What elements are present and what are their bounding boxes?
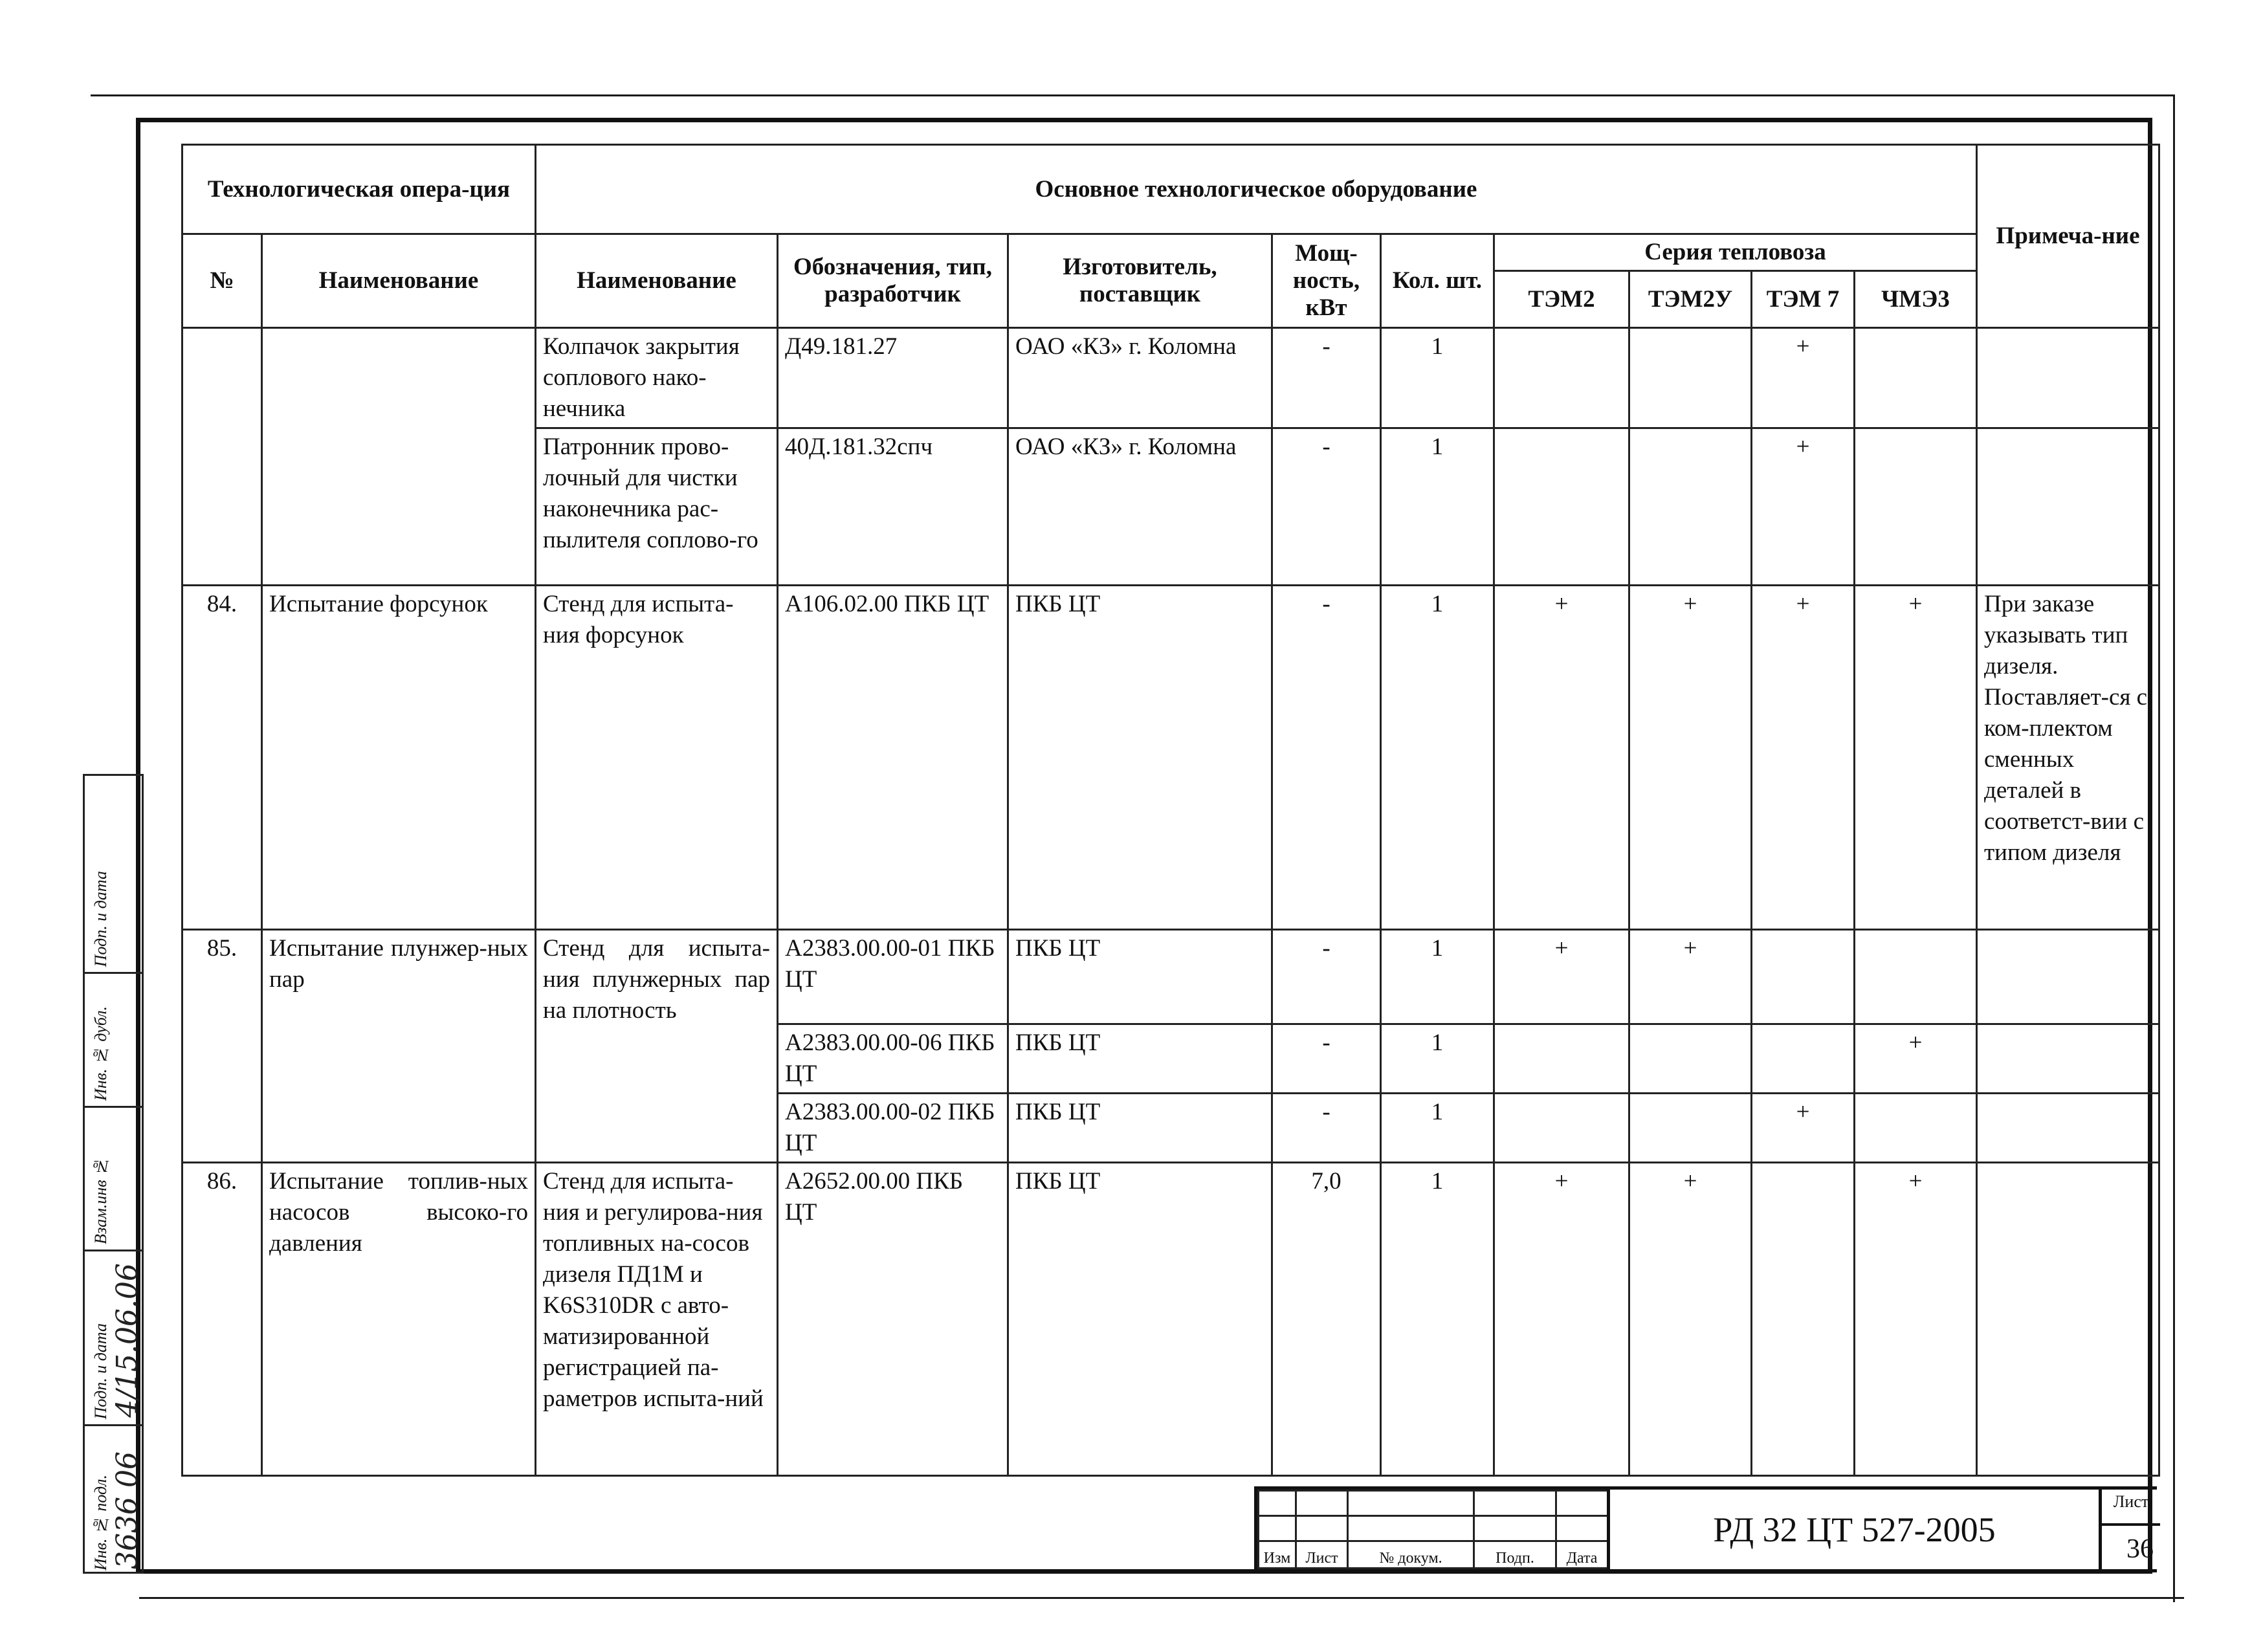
header-equipment-name: Наименование (536, 234, 778, 328)
handwritten-inventory: 3636 06 (111, 1451, 144, 1569)
cell-s4: + (1855, 1024, 1977, 1094)
sheet-box (2099, 1490, 2160, 1569)
cell-s2 (1629, 328, 1752, 428)
cell-power: - (1272, 428, 1381, 586)
label-change: Изм (1259, 1541, 1296, 1569)
cell-s2 (1629, 1024, 1752, 1094)
cell-power: 7,0 (1272, 1163, 1381, 1476)
table-row (182, 586, 2159, 930)
label-date: Дата (1556, 1541, 1608, 1569)
header-quantity: Кол. шт. (1381, 234, 1494, 328)
header-series-tem7: ТЭМ 7 (1752, 271, 1855, 328)
bottom-rule (139, 1597, 2184, 1599)
equipment-table (181, 144, 2160, 1477)
cell-manufacturer: ПКБ ЦТ (1008, 1163, 1272, 1476)
cell-operation: Испытание топлив-ных насосов высоко-го давления (262, 1163, 536, 1476)
cell-equipment: Стенд для испыта-ния и регулирова-ния топливных на-сосов дизеля ПД1М и K6S310DR с авто-матизированной регистрацией па-раметров испыта-ний (536, 1163, 778, 1476)
sheet-number: 36 (2102, 1523, 2160, 1572)
header-series-tem2: ТЭМ2 (1494, 271, 1629, 328)
cell-manufacturer: ПКБ ЦТ (1008, 1094, 1272, 1163)
side-stamp (83, 774, 144, 1574)
cell-s1 (1494, 1094, 1629, 1163)
cell-note (1977, 428, 2159, 586)
label-sheet: Лист (1296, 1541, 1348, 1569)
table-row (182, 328, 2159, 428)
cell-designation: Д49.181.27 (778, 328, 1008, 428)
cell-s1: + (1494, 1163, 1629, 1476)
cell-number: 86. (182, 1163, 262, 1476)
cell-s1 (1494, 328, 1629, 428)
header-manufacturer: Изготовитель, поставщик (1008, 234, 1272, 328)
header-designation: Обозначения, тип, разработчик (778, 234, 1008, 328)
revision-grid (1257, 1490, 1609, 1569)
header-operation-name: Наименование (262, 234, 536, 328)
cell-s3 (1752, 1163, 1855, 1476)
cell-equipment: Патронник прово-лочный для чистки наконечника рас-пылителя соплово-го (536, 428, 778, 586)
side-cell-orig-inv (85, 1424, 142, 1576)
table-row (182, 930, 2159, 1024)
side-label-sign-date: Подп. и дата (91, 870, 110, 967)
top-rule (91, 94, 2174, 96)
cell-power: - (1272, 1024, 1381, 1094)
cell-manufacturer: ОАО «КЗ» г. Коломна (1008, 428, 1272, 586)
cell-s3: + (1752, 428, 1855, 586)
cell-power: - (1272, 328, 1381, 428)
cell-operation (262, 328, 536, 586)
cell-operation: Испытание форсунок (262, 586, 536, 930)
cell-s4: + (1855, 1163, 1977, 1476)
cell-s4: + (1855, 586, 1977, 930)
cell-number (182, 328, 262, 586)
cell-s2 (1629, 428, 1752, 586)
cell-quantity: 1 (1381, 930, 1494, 1024)
cell-number: 84. (182, 586, 262, 930)
cell-quantity: 1 (1381, 1094, 1494, 1163)
side-label-replace-inv: Взам.инв № (91, 1157, 110, 1244)
cell-designation: А2652.00.00 ПКБ ЦТ (778, 1163, 1008, 1476)
cell-number: 85. (182, 930, 262, 1163)
table-row (182, 1163, 2159, 1476)
label-signature: Подп. (1474, 1541, 1556, 1569)
cell-s1 (1494, 1024, 1629, 1094)
sheet-label: Лист (2113, 1492, 2149, 1511)
header-series-chme3: ЧМЭ3 (1855, 271, 1977, 328)
cell-s2: + (1629, 1163, 1752, 1476)
side-cell-dup-inv (85, 972, 142, 1106)
cell-s4 (1855, 328, 1977, 428)
cell-manufacturer: ПКБ ЦТ (1008, 930, 1272, 1024)
cell-s4 (1855, 428, 1977, 586)
label-doc-number: № докум. (1348, 1541, 1474, 1569)
cell-s1: + (1494, 930, 1629, 1024)
cell-operation: Испытание плунжер-ных пар (262, 930, 536, 1163)
header-locomotive-series: Серия тепловоза (1494, 234, 1977, 271)
cell-note (1977, 1024, 2159, 1094)
right-rule (2173, 94, 2175, 1602)
header-number: № (182, 234, 262, 328)
cell-note: При заказе указывать тип дизеля. Поставляет-ся с ком-плектом сменных деталей в соответст-вии с типом дизеля (1977, 586, 2159, 930)
cell-quantity: 1 (1381, 1024, 1494, 1094)
cell-quantity: 1 (1381, 328, 1494, 428)
side-cell-replace-inv (85, 1106, 142, 1250)
cell-s3: + (1752, 1094, 1855, 1163)
cell-power: - (1272, 930, 1381, 1024)
header-power: Мощ-ность, кВт (1272, 234, 1381, 328)
cell-power: - (1272, 1094, 1381, 1163)
header-note: Примеча-ние (1977, 145, 2159, 328)
cell-power: - (1272, 586, 1381, 930)
cell-designation: А2383.00.00-01 ПКБ ЦТ (778, 930, 1008, 1024)
header-tech-operation: Технологическая опера-ция (182, 145, 536, 234)
cell-designation: А106.02.00 ПКБ ЦТ (778, 586, 1008, 930)
header-main-equipment: Основное технологическое оборудование (536, 145, 1977, 234)
document-code: РД 32 ЦТ 527-2005 (1607, 1490, 2099, 1569)
side-cell-sign-date (85, 774, 142, 972)
cell-equipment: Стенд для испыта-ния форсунок (536, 586, 778, 930)
cell-s3 (1752, 1024, 1855, 1094)
cell-quantity: 1 (1381, 586, 1494, 930)
cell-note (1977, 930, 2159, 1024)
cell-s2 (1629, 1094, 1752, 1163)
cell-designation: А2383.00.00-06 ПКБ ЦТ (778, 1024, 1008, 1094)
side-label-dup-inv: Инв. № дубл. (91, 1006, 110, 1101)
cell-designation: А2383.00.00-02 ПКБ ЦТ (778, 1094, 1008, 1163)
handwritten-date: 4/15.06.06 (111, 1263, 144, 1418)
cell-manufacturer: ОАО «КЗ» г. Коломна (1008, 328, 1272, 428)
cell-quantity: 1 (1381, 1163, 1494, 1476)
side-cell-sign-date-2 (85, 1250, 142, 1424)
cell-designation: 40Д.181.32спч (778, 428, 1008, 586)
cell-s1 (1494, 428, 1629, 586)
cell-s4 (1855, 1094, 1977, 1163)
cell-note (1977, 1163, 2159, 1476)
cell-s2: + (1629, 930, 1752, 1024)
cell-s2: + (1629, 586, 1752, 930)
cell-note (1977, 328, 2159, 428)
side-label-orig-inv: Инв. № подл. (91, 1474, 110, 1570)
side-label-sign-date-2: Подп. и дата (91, 1323, 110, 1419)
cell-quantity: 1 (1381, 428, 1494, 586)
cell-manufacturer: ПКБ ЦТ (1008, 586, 1272, 930)
cell-manufacturer: ПКБ ЦТ (1008, 1024, 1272, 1094)
cell-equipment: Стенд для испыта-ния плунжерных пар на плотность (536, 930, 778, 1163)
cell-s4 (1855, 930, 1977, 1024)
header-series-tem2u: ТЭМ2У (1629, 271, 1752, 328)
cell-equipment: Колпачок закрытия соплового нако-нечника (536, 328, 778, 428)
cell-s3: + (1752, 586, 1855, 930)
cell-s3 (1752, 930, 1855, 1024)
title-block (1254, 1486, 2157, 1572)
cell-note (1977, 1094, 2159, 1163)
cell-s3: + (1752, 328, 1855, 428)
cell-s1: + (1494, 586, 1629, 930)
